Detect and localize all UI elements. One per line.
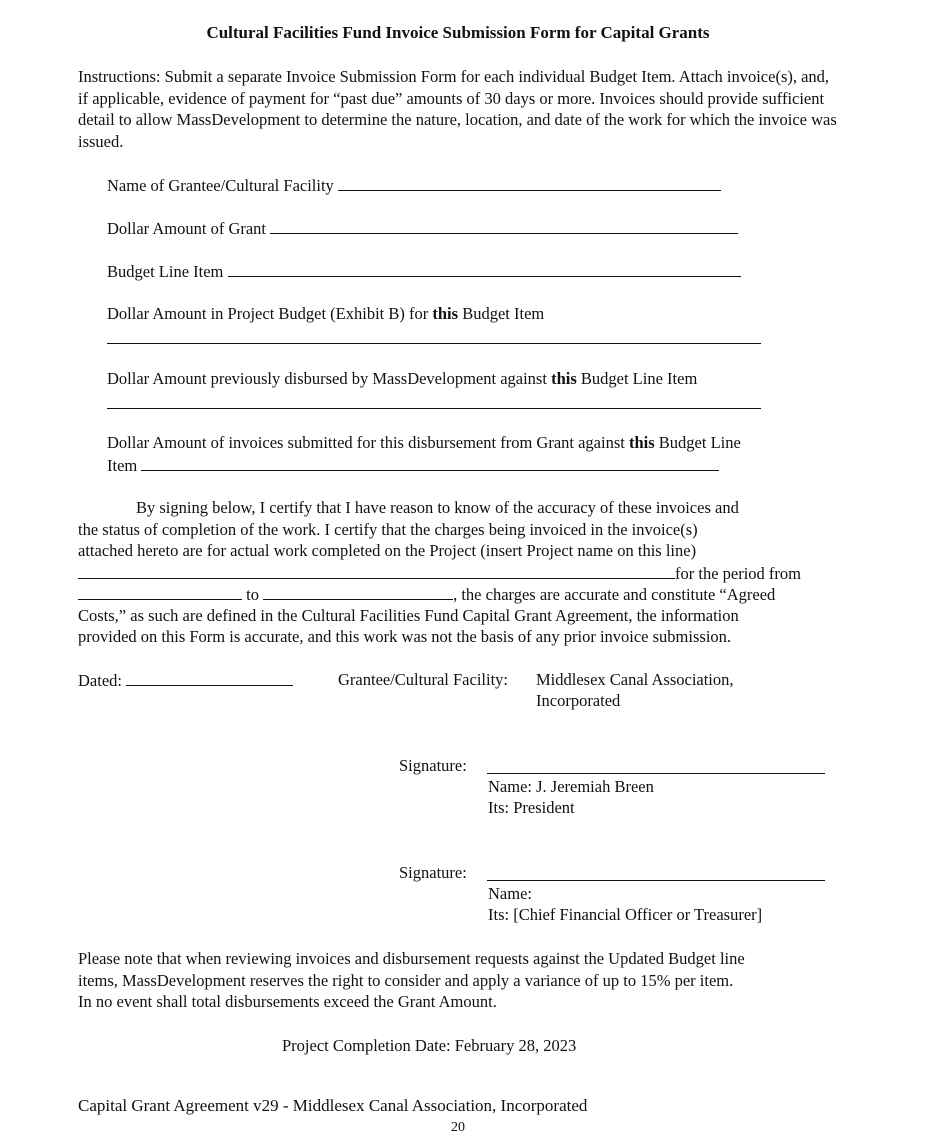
invoices-suffix: Budget Line bbox=[654, 433, 741, 452]
note-line-2: items, MassDevelopment reserves the right to consider and apply a variance of up to 15% per item. bbox=[78, 971, 734, 990]
grantee-name-line1: Middlesex Canal Association, bbox=[536, 670, 734, 689]
signature1-name: Name: J. Jeremiah Breen bbox=[488, 777, 654, 796]
certification-line-5 bbox=[78, 583, 775, 606]
prev-disbursed-bold: this bbox=[551, 369, 577, 388]
invoices-field-label bbox=[107, 432, 741, 454]
invoices-field-line[interactable] bbox=[141, 454, 719, 471]
signature2-name: Name: bbox=[488, 884, 532, 903]
grant-amount-field-row bbox=[107, 217, 738, 240]
grant-amount-field-line[interactable] bbox=[270, 217, 738, 234]
period-end-line[interactable] bbox=[263, 583, 453, 600]
invoices-line2-label: Item bbox=[107, 456, 138, 475]
signature2-title: Its: [Chief Financial Officer or Treasurer] bbox=[488, 905, 763, 924]
signature2-line[interactable] bbox=[487, 880, 825, 881]
project-budget-field-line[interactable] bbox=[107, 343, 761, 344]
project-completion-date: Project Completion Date: February 28, 2023 bbox=[282, 1036, 577, 1055]
page-footer: Capital Grant Agreement v29 - Middlesex Canal Association, Incorporated bbox=[78, 1096, 588, 1115]
period-start-line[interactable] bbox=[78, 583, 242, 600]
invoices-bold: this bbox=[628, 433, 655, 452]
dated-line[interactable] bbox=[126, 669, 293, 686]
certification-line-3: attached hereto are for actual work completed on the Project (insert Project name on this line) bbox=[78, 541, 697, 560]
prev-disbursed-suffix: Budget Line Item bbox=[576, 369, 698, 388]
certification-line-6: Costs,” as such are defined in the Cultural Facilities Fund Capital Grant Agreement, the information bbox=[78, 606, 739, 625]
form-title: Cultural Facilities Fund Invoice Submission Form for Capital Grants bbox=[206, 23, 710, 42]
invoices-field-row2 bbox=[107, 454, 719, 477]
dated-row bbox=[78, 669, 293, 692]
signature1-title: Its: President bbox=[488, 798, 575, 817]
dated-label: Dated: bbox=[78, 671, 122, 690]
grantee-field-label: Name of Grantee/Cultural Facility bbox=[107, 176, 334, 195]
certification-line-4 bbox=[78, 562, 801, 585]
grantee-label: Grantee/Cultural Facility: bbox=[338, 670, 508, 689]
project-name-line[interactable] bbox=[78, 562, 675, 579]
project-budget-prefix: Dollar Amount in Project Budget (Exhibit B) for bbox=[107, 304, 433, 323]
signature1-line[interactable] bbox=[487, 773, 825, 774]
period-to-label: to bbox=[246, 585, 259, 604]
budget-line-field-row bbox=[107, 260, 741, 283]
grantee-field-line[interactable] bbox=[338, 174, 721, 191]
certification-line-1: By signing below, I certify that I have reason to know of the accuracy of these invoices and bbox=[136, 498, 739, 517]
project-budget-bold: this bbox=[432, 304, 459, 323]
project-budget-field-label bbox=[107, 303, 544, 325]
grant-amount-field-label: Dollar Amount of Grant bbox=[107, 219, 267, 238]
page-number: 20 bbox=[451, 1120, 465, 1135]
project-budget-suffix: Budget Item bbox=[458, 304, 545, 323]
certification-line-7: provided on this Form is accurate, and this work was not the basis of any prior invoice submission. bbox=[78, 627, 732, 646]
signature2-label: Signature: bbox=[399, 863, 467, 882]
instructions: Instructions: Submit a separate Invoice Submission Form for each individual Budget Item. Attach invoice(s), and, if applicable, evidence of payment for “past due” amounts of 30 days or more. Invoices should provide sufficient detail to allow MassDevelopment to determine the nature, location, and date of the work for which the invoice was issued. bbox=[78, 67, 837, 151]
prev-disbursed-field-label bbox=[107, 368, 697, 390]
note-line-3: In no event shall total disbursements exceed the Grant Amount. bbox=[78, 992, 497, 1011]
period-from-label: for the period from bbox=[675, 564, 801, 583]
prev-disbursed-field-line[interactable] bbox=[107, 408, 761, 409]
invoices-prefix: Dollar Amount of invoices submitted for this disbursement from Grant against bbox=[107, 433, 629, 452]
budget-line-field-label: Budget Line Item bbox=[107, 262, 224, 281]
certification-line-2: the status of completion of the work. I certify that the charges being invoiced in the invoice(s) bbox=[78, 520, 698, 539]
grantee-name-line2: Incorporated bbox=[536, 691, 621, 710]
grantee-field-row bbox=[107, 174, 721, 197]
budget-line-field-line[interactable] bbox=[228, 260, 741, 277]
signature1-label: Signature: bbox=[399, 756, 467, 775]
agreed-costs-text: , the charges are accurate and constitute “Agreed bbox=[453, 585, 776, 604]
prev-disbursed-prefix: Dollar Amount previously disbursed by MassDevelopment against bbox=[107, 369, 552, 388]
note-line-1: Please note that when reviewing invoices and disbursement requests against the Updated Budget line bbox=[78, 949, 745, 968]
